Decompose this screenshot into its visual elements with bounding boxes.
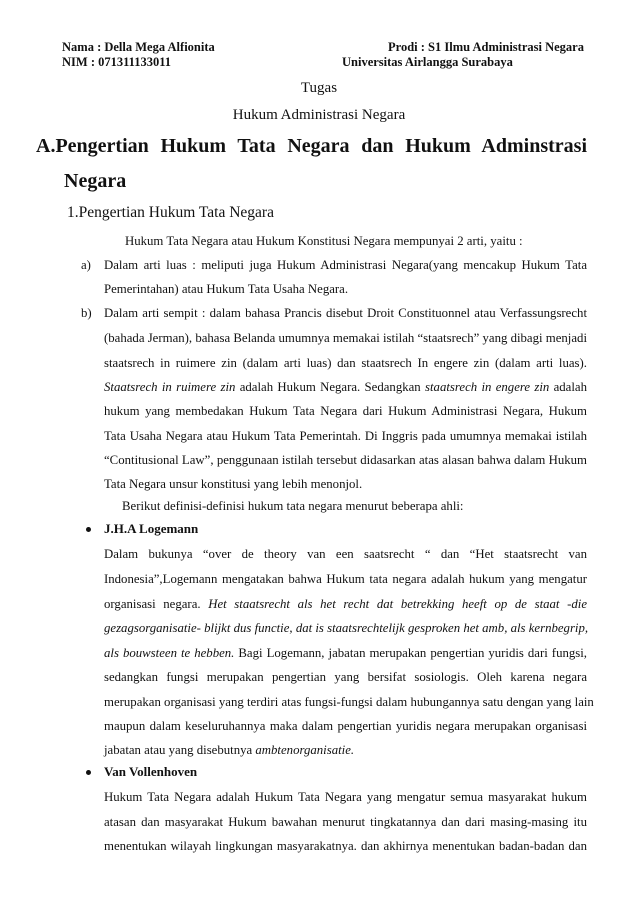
item-b-line: Tata Usaha Negara atau Hukum Tata Pemerintah. Di Inggris pada umumnya memakai istilah (104, 429, 587, 443)
item-b-line: (bahada Jerman), bahasa Belanda umumnya memakai istilah “staatsrech” yang dibagi menjadi (104, 331, 587, 345)
item-b-line: Staatsrech in ruimere zin adalah Hukum Negara. Sedangkan staatsrech in engere zin adalah (104, 380, 587, 394)
university: Universitas Airlangga Surabaya (342, 55, 513, 69)
section-a-heading: A.Pengertian Hukum Tata Negara dan Hukum Adminstrasi (36, 135, 587, 157)
logemann-line: gezagsorganisatie- blijkt dus functie, dat is staatsrechtelijk gesproken het amb, als kernbegrip, (104, 621, 589, 635)
logemann-line: sedangkan fungsi merupakan pengertian yang bersifat sosiologis. Oleh karena negara (104, 670, 587, 684)
expert-name-logemann: J.H.A Logemann (104, 521, 199, 536)
item-b-line: hukum yang membedakan Hukum Tata Negara dari Hukum Administrasi Negara, Hukum (104, 404, 587, 418)
study-program: Prodi : S1 Ilmu Administrasi Negara (388, 40, 584, 54)
logemann-line: maupun dalam keseluruhannya maka dalam pengertian yuridis negara merupakan organisasi (104, 719, 587, 733)
title-line1: Tugas (300, 80, 338, 96)
item-a-line: Dalam arti luas : meliputi juga Hukum Administrasi Negara(yang mencakup Hukum Tata (104, 258, 587, 272)
vollenhoven-line: Hukum Tata Negara adalah Hukum Tata Negara yang mengatur semua masyarakat hukum (104, 790, 587, 804)
logemann-line: Dalam bukunya “over de theory van een saatsrecht “ dan “Het staatsrecht van (104, 547, 587, 561)
subsection-intro: Hukum Tata Negara atau Hukum Konstitusi Negara mempunyai 2 arti, yaitu : (125, 234, 523, 248)
subsection-heading: 1.Pengertian Hukum Tata Negara (67, 204, 274, 221)
item-b-line: Tata Negara unsur konstitusi yang lebih menonjol. (104, 477, 363, 491)
title-line2: Hukum Administrasi Negara (232, 107, 406, 123)
expert-name-vollenhoven: Van Vollenhoven (104, 764, 198, 779)
logemann-line: organisasi negara. Het staatsrecht als het recht dat betrekking heeft op de staat -die (104, 597, 587, 611)
vollenhoven-line: menentukan wilayah lingkungan masyarakatnya. dan akhirnya menentukan badan-badan dan (104, 839, 587, 853)
item-a-marker: a) (81, 258, 91, 272)
vollenhoven-line: atasan dan masyarakat Hukum bawahan menurut tingkatannya dan dari masing-masing itu (104, 815, 587, 829)
bullet-marker (86, 770, 91, 775)
logemann-line: jabatan atau yang disebutnya ambtenorganisatie. (104, 743, 355, 757)
student-name: Nama : Della Mega Alfionita (62, 40, 215, 54)
item-b-line: staatsrech in ruimere zin (dalam arti luas) dan staatsrech In engere zin (dalam arti luas). (104, 356, 587, 370)
experts-intro: Berikut definisi-definisi hukum tata negara menurut beberapa ahli: (122, 499, 464, 513)
section-a-heading-cont: Negara (64, 170, 127, 192)
item-b-line: “Contitusional Law”, penggunaan istilah tersebut didasarkan atas alasan bahwa dalam Hukum (104, 453, 587, 467)
logemann-line: Indonesia”,Logemann mengatakan bahwa Hukum tata negara adalah hukum yang mengatur (104, 572, 587, 586)
item-b-line: Dalam arti sempit : dalam bahasa Prancis disebut Droit Constituonnel atau Verfassungsrecht (104, 306, 587, 320)
logemann-line: merupakan organisasi yang terdiri atas fungsi-fungsi dalam hubungannya satu dengan yang lain (104, 695, 594, 709)
student-nim: NIM : 071311133011 (62, 55, 172, 69)
logemann-line: als bouwsteen te hebben. Bagi Logemann, jabatan merupakan pengertian yuridis dari fungsi, (104, 646, 588, 660)
item-a-line: Pemerintahan) atau Hukum Tata Usaha Negara. (104, 282, 349, 296)
bullet-marker (86, 527, 91, 532)
item-b-marker: b) (81, 306, 92, 320)
